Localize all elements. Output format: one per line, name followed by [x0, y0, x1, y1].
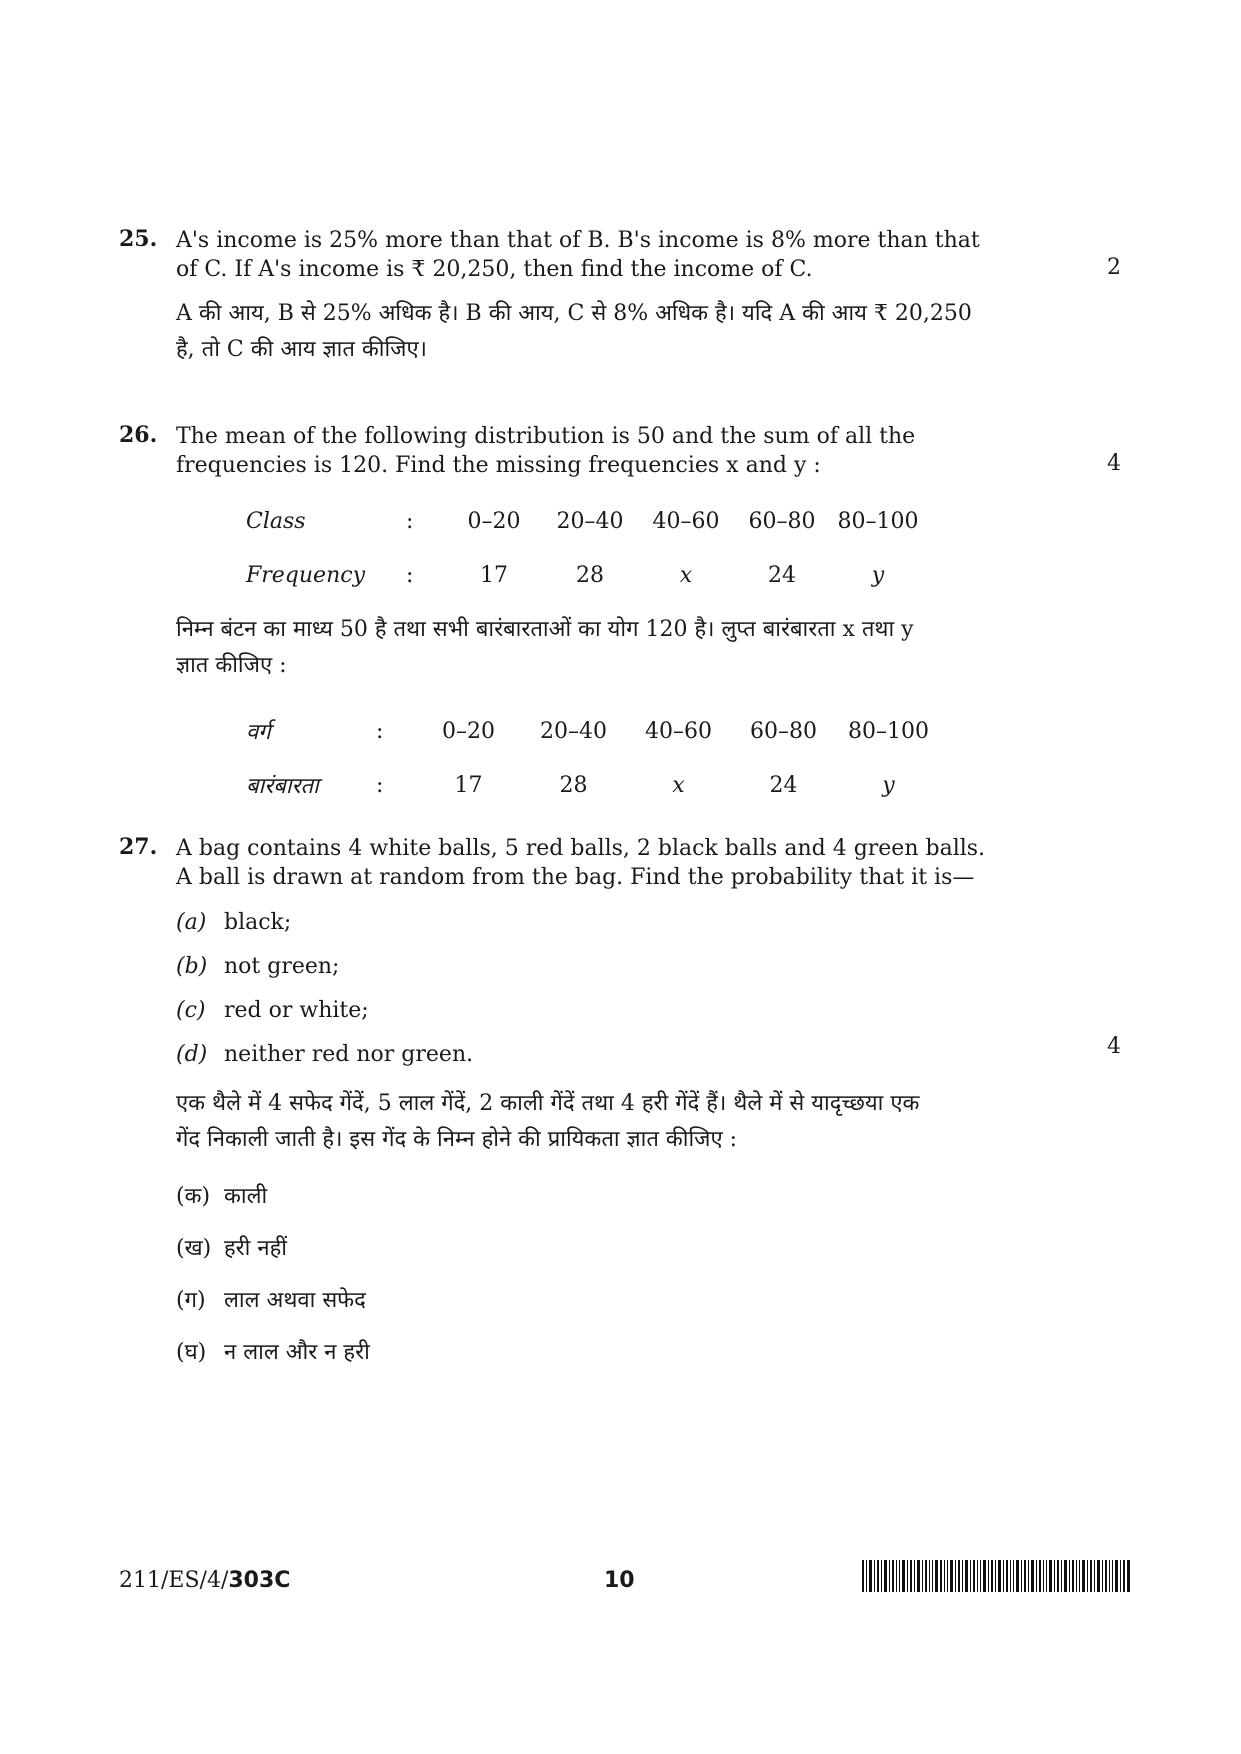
- page-number: 10: [604, 1568, 635, 1593]
- text-line: निम्न बंटन का माध्य 50 है तथा सभी बारंबारताओं का योग 120 है। लुप्त बारंबारता x तथा y: [176, 617, 914, 642]
- option-b: [176, 954, 1066, 980]
- text-line: A bag contains 4 white balls, 5 red balls, 2 black balls and 4 green balls.: [176, 836, 986, 861]
- barcode-icon: [862, 1560, 1130, 1592]
- table-row: [246, 548, 926, 602]
- marks: 2: [1107, 255, 1121, 280]
- table-row: [246, 494, 926, 548]
- class-label: Class: [246, 508, 306, 534]
- frequency-cell: 17: [480, 562, 508, 588]
- colon: :: [376, 772, 384, 798]
- option-text: neither red nor green.: [224, 1042, 474, 1067]
- options-en: [176, 910, 1066, 1068]
- option-label: (घ): [176, 1340, 207, 1365]
- frequency-label: Frequency: [246, 562, 365, 588]
- text-line: A's income is 25% more than that of B. B's income is 8% more than that: [176, 228, 980, 253]
- class-label: वर्ग: [246, 720, 271, 745]
- class-cell: 80–100: [837, 508, 919, 534]
- question-text-en: [176, 834, 1066, 892]
- question-text-hi: [176, 296, 1066, 368]
- question-text-hi: [176, 612, 1066, 684]
- class-cell: 0–20: [442, 718, 495, 744]
- text-line: ज्ञात कीजिए :: [176, 653, 287, 678]
- option-text: हरी नहीं: [224, 1236, 287, 1261]
- question-26: [119, 422, 1129, 812]
- colon: :: [406, 562, 414, 588]
- frequency-cell: y: [882, 772, 895, 798]
- text-line: A की आय, B से 25% अधिक है। B की आय, C से 8% अधिक है। यदि A की आय ₹ 20,250: [176, 301, 972, 326]
- frequency-cell: 28: [559, 772, 588, 798]
- option-d: [176, 1042, 1066, 1068]
- paper-code-prefix: 211/ES/4/: [119, 1568, 229, 1593]
- table-row: [246, 758, 941, 812]
- option-text: लाल अथवा सफेद: [224, 1288, 366, 1313]
- frequency-cell: 24: [769, 772, 798, 798]
- class-cell: 0–20: [467, 508, 521, 534]
- class-cell: 40–60: [652, 508, 720, 534]
- option-text: not green;: [224, 954, 340, 979]
- question-number: 27.: [119, 834, 158, 860]
- option-label: (d): [176, 1042, 208, 1067]
- question-27: [119, 834, 1129, 1366]
- question-text-hi: [176, 1086, 1066, 1158]
- frequency-label: बारंबारता: [246, 774, 319, 799]
- colon: :: [376, 718, 384, 744]
- frequency-cell: x: [672, 772, 685, 798]
- option-label: (b): [176, 954, 208, 979]
- option-label: (ख): [176, 1236, 212, 1261]
- options-hi: [176, 1180, 1066, 1366]
- option-text: red or white;: [224, 998, 369, 1023]
- option-text: न लाल और न हरी: [224, 1340, 370, 1365]
- question-number: 25.: [119, 226, 158, 252]
- text-line: frequencies is 120. Find the missing frequencies x and y :: [176, 453, 821, 478]
- option-a: [176, 910, 1066, 936]
- class-cell: 40–60: [645, 718, 712, 744]
- frequency-cell: x: [679, 562, 693, 588]
- text-line: A ball is drawn at random from the bag. Find the probability that it is—: [176, 865, 975, 890]
- paper-code: [119, 1568, 290, 1593]
- colon: :: [406, 508, 414, 534]
- option-label: (ग): [176, 1288, 206, 1313]
- question-text-en: [176, 226, 1066, 284]
- option-label: (क): [176, 1184, 211, 1209]
- question-text-en: [176, 422, 1066, 480]
- option-ga: [176, 1284, 1066, 1314]
- option-text: काली: [224, 1184, 268, 1209]
- class-cell: 80–100: [848, 718, 929, 744]
- frequency-cell: 24: [768, 562, 796, 588]
- option-kha: [176, 1232, 1066, 1262]
- class-cell: 60–80: [750, 718, 817, 744]
- table-row: [246, 704, 941, 758]
- distribution-table-en: [246, 494, 926, 602]
- class-cell: 60–80: [748, 508, 816, 534]
- text-line: गेंद निकाली जाती है। इस गेंद के निम्न होने की प्रायिकता ज्ञात कीजिए :: [176, 1127, 738, 1152]
- frequency-cell: 17: [454, 772, 483, 798]
- distribution-table-hi: [246, 704, 941, 812]
- text-line: The mean of the following distribution is 50 and the sum of all the: [176, 424, 916, 449]
- marks: 4: [1107, 451, 1121, 476]
- frequency-cell: y: [871, 562, 885, 588]
- marks: 4: [1107, 1034, 1121, 1059]
- option-gha: [176, 1336, 1066, 1366]
- frequency-cell: 28: [576, 562, 604, 588]
- text-line: of C. If A's income is ₹ 20,250, then find the income of C.: [176, 257, 813, 282]
- class-cell: 20–40: [556, 508, 624, 534]
- option-label: (c): [176, 998, 206, 1023]
- text-line: एक थैले में 4 सफेद गेंदें, 5 लाल गेंदें, 2 काली गेंदें तथा 4 हरी गेंदें हैं। थैले में से यादृच्छया एक: [176, 1091, 920, 1116]
- question-25: [119, 226, 1129, 368]
- option-label: (a): [176, 910, 207, 935]
- option-ka: [176, 1180, 1066, 1210]
- option-text: black;: [224, 910, 292, 935]
- question-number: 26.: [119, 422, 158, 448]
- class-cell: 20–40: [540, 718, 607, 744]
- paper-code-suffix: 303C: [228, 1568, 291, 1593]
- text-line: है, तो C की आय ज्ञात कीजिए।: [176, 337, 428, 362]
- option-c: [176, 998, 1066, 1024]
